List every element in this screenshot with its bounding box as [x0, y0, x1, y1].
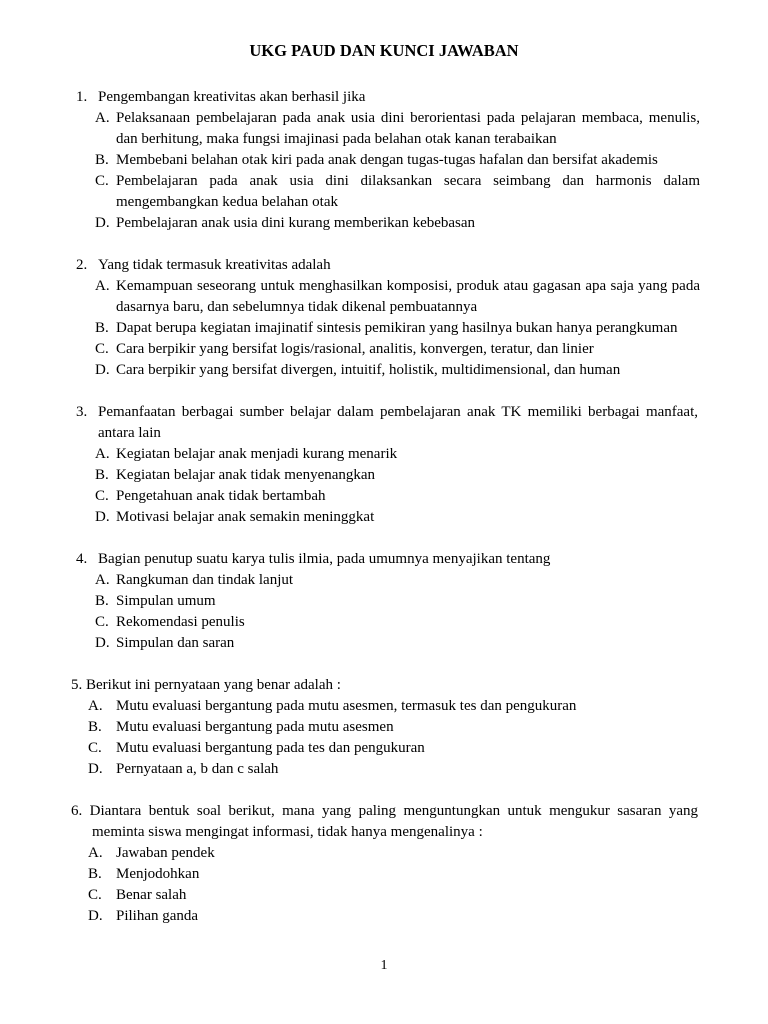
option-text: Kemampuan seseorang untuk menghasilkan komposisi, produk atau gagasan apa saja yang pada dasarnya baru, dan sebelumnya tidak dikenal pembuatannya [116, 278, 700, 315]
question-text: Yang tidak termasuk kreativitas adalah [98, 257, 331, 273]
option-letter: D. [88, 761, 103, 777]
option-a [88, 843, 768, 864]
option-text: Rekomendasi penulis [116, 614, 245, 630]
option-d [88, 759, 768, 780]
question-1 [0, 87, 768, 234]
option-text: Dapat berupa kegiatan imajinatif sintesis pemikiran yang hasilnya bukan hanya perangkuman [116, 320, 678, 336]
question-2 [0, 255, 768, 381]
option-c [95, 486, 768, 507]
option-text: Jawaban pendek [116, 845, 215, 861]
option-b [95, 465, 768, 486]
question-stem [71, 675, 698, 696]
option-letter: B. [95, 467, 109, 483]
option-text: Simpulan umum [116, 593, 216, 609]
option-text: Kegiatan belajar anak tidak menyenangkan [116, 467, 376, 483]
option-letter: D. [95, 362, 110, 378]
option-a [95, 276, 768, 318]
page-number: 1 [380, 958, 388, 973]
question-stem [71, 801, 698, 843]
option-text: Rangkuman dan tindak lanjut [116, 572, 294, 588]
question-stem [76, 549, 768, 570]
option-text: Pernyataan a, b dan c salah [116, 761, 279, 777]
option-text: Kegiatan belajar anak menjadi kurang menarik [116, 446, 398, 462]
option-text: Mutu evaluasi bergantung pada mutu asesmen, termasuk tes dan pengukuran [116, 698, 577, 714]
option-b [95, 150, 768, 171]
option-text: Pengetahuan anak tidak bertambah [116, 488, 326, 504]
option-text: Simpulan dan saran [116, 635, 235, 651]
question-5 [0, 675, 768, 780]
option-text: Mutu evaluasi bergantung pada mutu asesmen [116, 719, 394, 735]
question-number: 3. [76, 404, 88, 420]
option-c [88, 885, 768, 906]
option-letter: B. [95, 593, 109, 609]
option-text: Pembelajaran anak usia dini kurang memberikan kebebasan [116, 215, 476, 231]
option-text: Benar salah [116, 887, 187, 903]
option-b [95, 591, 768, 612]
option-letter: C. [88, 887, 102, 903]
option-d [95, 213, 768, 234]
question-text: Diantara bentuk soal berikut, mana yang paling menguntungkan untuk mengukur sasaran yang meminta siswa mengingat informasi, tidak hanya mengenalinya : [89, 803, 699, 840]
option-text: Mutu evaluasi bergantung pada tes dan pengukuran [116, 740, 425, 756]
option-letter: A. [95, 446, 110, 462]
question-number: 1. [76, 89, 88, 105]
option-c [95, 339, 768, 360]
option-a [95, 444, 768, 465]
option-letter: C. [95, 488, 109, 504]
option-text: Pelaksanaan pembelajaran pada anak usia dini berorientasi pada pelajaran membaca, menulis, dan berhitung, maka fungsi imajinasi pada belahan otak kanan terabaikan [116, 110, 700, 147]
document-title: UKG PAUD DAN KUNCI JAWABAN [249, 41, 519, 60]
option-text: Motivasi belajar anak semakin meninggkat [116, 509, 375, 525]
question-stem [76, 255, 768, 276]
option-letter: A. [95, 110, 110, 126]
question-text: Pengembangan kreativitas akan berhasil jika [98, 89, 366, 105]
option-d [88, 906, 768, 927]
question-number: 5. [71, 677, 83, 693]
option-letter: B. [88, 719, 102, 735]
question-number: 4. [76, 551, 88, 567]
option-letter: D. [95, 635, 110, 651]
question-stem [76, 87, 768, 108]
option-text: Cara berpikir yang bersifat logis/rasional, analitis, konvergen, teratur, dan linier [116, 341, 594, 357]
option-text: Pembelajaran pada anak usia dini dilaksankan secara seimbang dan harmonis dalam mengembangkan kedua belahan otak [116, 173, 700, 210]
question-text: Pemanfaatan berbagai sumber belajar dalam pembelajaran anak TK memiliki berbagai manfaat, antara lain [98, 404, 698, 441]
option-b [88, 864, 768, 885]
option-letter: A. [88, 698, 103, 714]
option-a [95, 570, 768, 591]
option-letter: C. [95, 341, 109, 357]
option-text: Pilihan ganda [116, 908, 199, 924]
option-text: Menjodohkan [116, 866, 200, 882]
question-number: 2. [76, 257, 88, 273]
question-number: 6. [71, 803, 83, 819]
option-c [95, 171, 768, 213]
option-c [95, 612, 768, 633]
option-letter: B. [88, 866, 102, 882]
option-letter: A. [95, 572, 110, 588]
option-letter: B. [95, 320, 109, 336]
option-d [95, 507, 768, 528]
question-6 [0, 801, 768, 927]
option-a [88, 696, 768, 717]
option-letter: D. [95, 509, 110, 525]
option-letter: B. [95, 152, 109, 168]
option-letter: A. [88, 845, 103, 861]
option-letter: C. [95, 614, 109, 630]
option-letter: A. [95, 278, 110, 294]
option-letter: C. [88, 740, 102, 756]
option-d [95, 360, 768, 381]
question-text: Berikut ini pernyataan yang benar adalah : [86, 677, 341, 693]
question-stem [76, 402, 768, 444]
option-b [88, 717, 768, 738]
option-text: Cara berpikir yang bersifat divergen, intuitif, holistik, multidimensional, dan human [116, 362, 621, 378]
option-letter: D. [88, 908, 103, 924]
option-c [88, 738, 768, 759]
question-4 [0, 549, 768, 654]
option-d [95, 633, 768, 654]
option-b [95, 318, 768, 339]
option-text: Membebani belahan otak kiri pada anak dengan tugas-tugas hafalan dan bersifat akademis [116, 152, 658, 168]
question-list [0, 87, 768, 927]
option-letter: C. [95, 173, 109, 189]
option-letter: D. [95, 215, 110, 231]
question-3 [0, 402, 768, 528]
question-text: Bagian penutup suatu karya tulis ilmia, pada umumnya menyajikan tentang [98, 551, 551, 567]
option-a [95, 108, 768, 150]
